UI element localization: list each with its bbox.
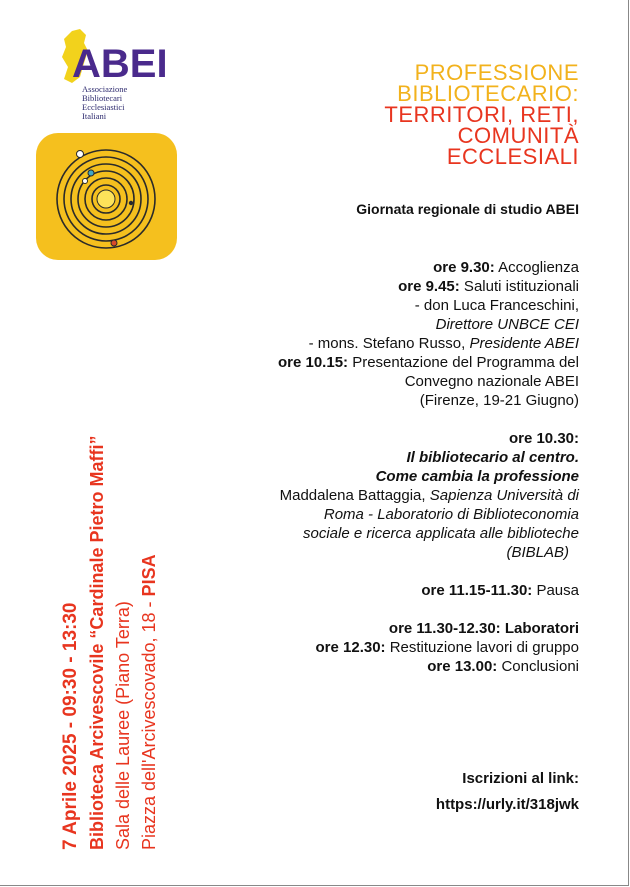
solar-system-icon (36, 133, 177, 260)
program-text: Accoglienza (494, 259, 579, 276)
program-time: ore 11.30-12.30: Laboratori (388, 620, 579, 637)
title-line: ECCLESIALI (446, 144, 579, 169)
program-item (159, 581, 579, 600)
program-item (159, 353, 579, 372)
event-subtitle: Giornata regionale di studio ABEI (356, 201, 579, 217)
program-time: ore 11.15-11.30: (421, 582, 533, 599)
program-time: ore 13.00: (427, 658, 498, 675)
event-address-street: Piazza dell'Arcivescovado, 18 - (139, 596, 159, 850)
abei-logo-text: ABEI (72, 42, 168, 86)
program-text: Presentazione del Programma del (348, 354, 579, 371)
program-time: ore 9.30: (433, 259, 495, 276)
logo-sub-line: Italiani (82, 111, 107, 121)
event-address (136, 370, 162, 850)
event-venue: Biblioteca Arcivescovile “Cardinale Pietro Maffi” (87, 435, 107, 850)
event-date-time: 7 Aprile 2025 - 09:30 - 13:30 (60, 602, 81, 850)
program-item (159, 486, 579, 505)
title-line: PROFESSIONE (414, 60, 579, 85)
program-text: - don Luca Franceschini, (414, 297, 579, 314)
speaker-affiliation: sociale e ricerca applicata alle biblioteche (303, 525, 579, 542)
talk-title: Il bibliotecario al centro. (406, 449, 579, 466)
speaker-name: Maddalena Battaggia, (279, 487, 430, 504)
speaker-affiliation: (BIBLAB) (506, 544, 569, 561)
program-text: Presidente ABEI (469, 335, 579, 352)
program-time: ore 9.45: (398, 278, 460, 295)
program-time: ore 10.15: (277, 354, 349, 371)
program (159, 258, 579, 676)
program-text: - mons. Stefano Russo, (308, 335, 470, 352)
speaker-affiliation: Sapienza Università di (429, 487, 579, 504)
program-time: ore 12.30: (315, 639, 386, 656)
logo-sub-line: Bibliotecari (82, 93, 123, 103)
registration-link[interactable]: https://urly.it/318jwk (435, 796, 579, 813)
title-line: COMUNITÀ (457, 123, 579, 148)
program-item (159, 638, 579, 657)
speaker-affiliation: Roma - Laboratorio di Biblioteconomia (323, 506, 579, 523)
title-line: BIBLIOTECARIO: (397, 81, 579, 106)
program-time: ore 10.30: (508, 430, 579, 447)
logo-sub-line: Ecclesiastici (82, 102, 125, 112)
title-line: TERRITORI, RETI, (384, 102, 579, 127)
program-item (159, 277, 579, 296)
talk-title: Come cambia la professione (375, 468, 579, 485)
program-item (159, 258, 579, 277)
program-text: Pausa (532, 582, 579, 599)
program-text: Convegno nazionale ABEI (404, 373, 579, 390)
event-details-vertical (58, 370, 162, 850)
program-item (159, 657, 579, 676)
abei-logo-mark (50, 25, 180, 87)
program-text: Restituzione lavori di gruppo (385, 639, 579, 656)
event-city: PISA (139, 554, 159, 597)
program-item (159, 334, 579, 353)
registration-label: Iscrizioni al link: (462, 770, 579, 787)
program-text: Direttore UNBCE CEI (435, 316, 579, 333)
abei-logo-subtitle (82, 85, 127, 121)
event-title (384, 62, 579, 167)
event-room: Sala delle Lauree (Piano Terra) (113, 601, 133, 850)
abei-logo (50, 25, 190, 125)
registration (436, 766, 579, 818)
logo-sub-line: Associazione (82, 84, 128, 94)
program-text: Saluti istituzionali (459, 278, 579, 295)
program-text: Conclusioni (497, 658, 579, 675)
program-text: (Firenze, 19-21 Giugno) (419, 392, 579, 409)
